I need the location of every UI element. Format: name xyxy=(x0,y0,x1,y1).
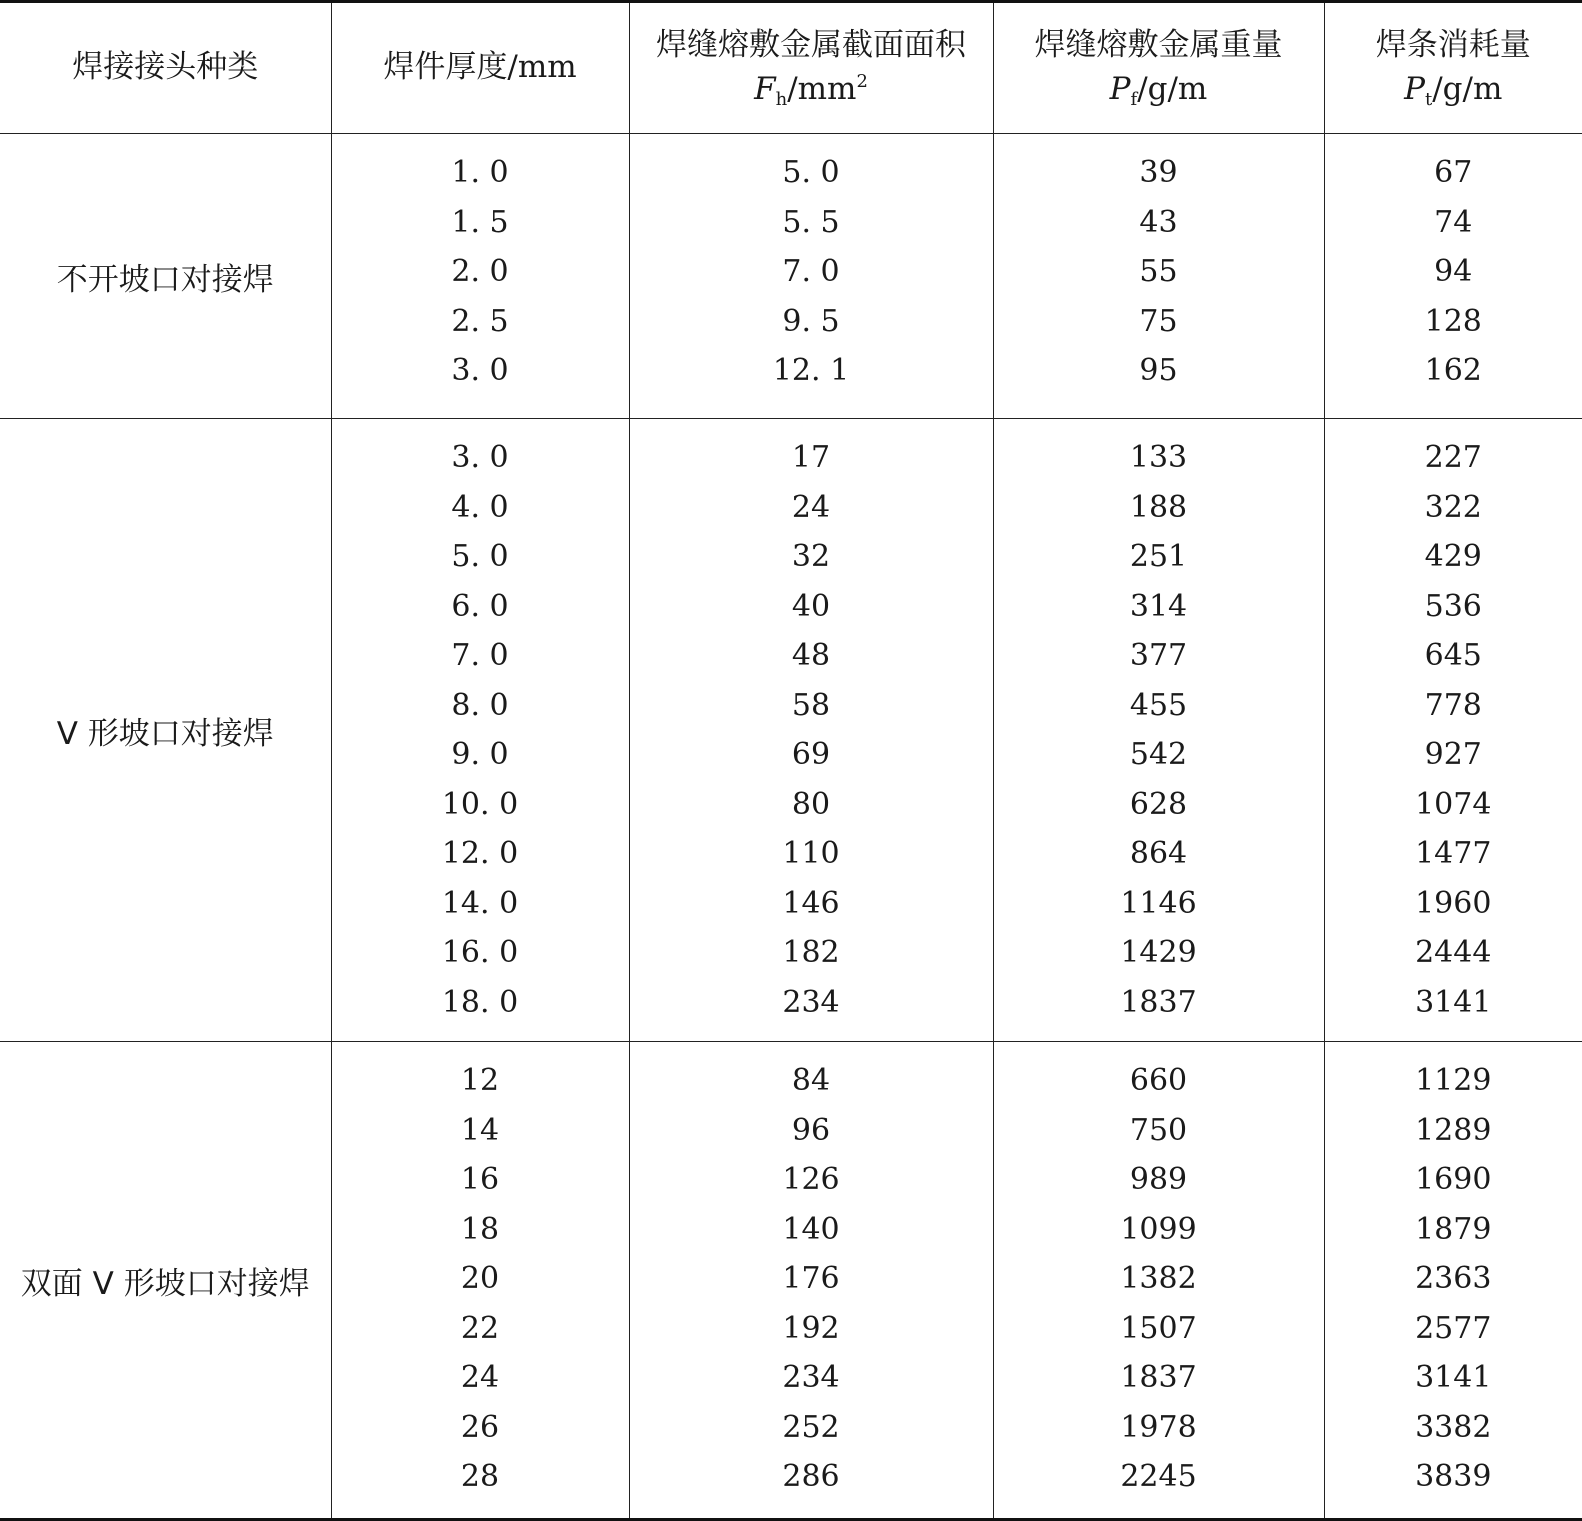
thickness-value: 12 xyxy=(332,1056,629,1106)
header-weight-symbol: P xyxy=(1110,71,1131,107)
thickness-column-cell xyxy=(331,134,629,419)
area-value: 17 xyxy=(630,433,993,483)
thickness-value: 5. 0 xyxy=(332,532,629,582)
weight-value: 43 xyxy=(994,198,1324,248)
thickness-value: 4. 0 xyxy=(332,483,629,533)
consumption-value: 3382 xyxy=(1325,1403,1582,1453)
weight-value: 989 xyxy=(994,1155,1324,1205)
weight-value: 39 xyxy=(994,148,1324,198)
weight-column-cell xyxy=(993,134,1324,419)
header-consumption-symbol: P xyxy=(1404,71,1425,107)
area-value: 5. 5 xyxy=(630,198,993,248)
thickness-value: 14 xyxy=(332,1106,629,1156)
area-value: 96 xyxy=(630,1106,993,1156)
thickness-value: 9. 0 xyxy=(332,730,629,780)
consumption-column-cell xyxy=(1324,419,1582,1042)
header-weight xyxy=(993,2,1324,134)
consumption-value: 1289 xyxy=(1325,1106,1582,1156)
thickness-value: 16 xyxy=(332,1155,629,1205)
area-column-cell xyxy=(629,134,993,419)
header-weight-unit: /g/m xyxy=(1137,71,1207,107)
weight-value: 2245 xyxy=(994,1452,1324,1502)
thickness-value: 3. 0 xyxy=(332,346,629,396)
weight-value: 95 xyxy=(994,346,1324,396)
weight-value: 864 xyxy=(994,829,1324,879)
consumption-value: 1690 xyxy=(1325,1155,1582,1205)
header-consumption-unit-line xyxy=(1325,68,1582,112)
consumption-value: 74 xyxy=(1325,198,1582,248)
thickness-value: 26 xyxy=(332,1403,629,1453)
weight-value: 628 xyxy=(994,780,1324,830)
header-weight-subscript: f xyxy=(1131,89,1138,110)
weight-value: 188 xyxy=(994,483,1324,533)
thickness-value: 12. 0 xyxy=(332,829,629,879)
consumption-value: 3141 xyxy=(1325,978,1582,1028)
table-row-group xyxy=(0,134,1582,419)
weight-value: 1382 xyxy=(994,1254,1324,1304)
weight-value: 1837 xyxy=(994,978,1324,1028)
table-body xyxy=(0,134,1582,1520)
weight-value: 1099 xyxy=(994,1205,1324,1255)
consumption-value: 429 xyxy=(1325,532,1582,582)
weight-value: 1978 xyxy=(994,1403,1324,1453)
area-value: 252 xyxy=(630,1403,993,1453)
weight-value: 377 xyxy=(994,631,1324,681)
consumption-value: 1960 xyxy=(1325,879,1582,929)
consumption-value: 1879 xyxy=(1325,1205,1582,1255)
weight-value: 1837 xyxy=(994,1353,1324,1403)
area-value: 234 xyxy=(630,1353,993,1403)
thickness-value: 14. 0 xyxy=(332,879,629,929)
area-value: 69 xyxy=(630,730,993,780)
header-consumption xyxy=(1324,2,1582,134)
consumption-column-cell xyxy=(1324,134,1582,419)
thickness-value: 1. 0 xyxy=(332,148,629,198)
consumption-value: 2363 xyxy=(1325,1254,1582,1304)
consumption-value: 645 xyxy=(1325,631,1582,681)
header-area-superscript: 2 xyxy=(856,71,867,92)
area-value: 234 xyxy=(630,978,993,1028)
area-value: 7. 0 xyxy=(630,247,993,297)
weight-value: 314 xyxy=(994,582,1324,632)
weight-value: 133 xyxy=(994,433,1324,483)
header-area-subscript: h xyxy=(776,89,788,110)
consumption-value: 1074 xyxy=(1325,780,1582,830)
weight-value: 542 xyxy=(994,730,1324,780)
consumption-value: 3141 xyxy=(1325,1353,1582,1403)
area-value: 80 xyxy=(630,780,993,830)
header-joint-type: 焊接接头种类 xyxy=(0,2,331,134)
weight-column-cell xyxy=(993,1042,1324,1520)
header-area-symbol: F xyxy=(754,71,776,107)
consumption-value: 162 xyxy=(1325,346,1582,396)
header-weight-unit-line xyxy=(994,68,1324,112)
weight-value: 75 xyxy=(994,297,1324,347)
consumption-value: 2444 xyxy=(1325,928,1582,978)
area-column-cell xyxy=(629,1042,993,1520)
area-value: 146 xyxy=(630,879,993,929)
consumption-value: 2577 xyxy=(1325,1304,1582,1354)
weight-value: 750 xyxy=(994,1106,1324,1156)
area-value: 9. 5 xyxy=(630,297,993,347)
thickness-value: 22 xyxy=(332,1304,629,1354)
joint-type-cell: V 形坡口对接焊 xyxy=(0,419,331,1042)
weight-value: 55 xyxy=(994,247,1324,297)
area-value: 140 xyxy=(630,1205,993,1255)
weight-value: 1507 xyxy=(994,1304,1324,1354)
thickness-value: 16. 0 xyxy=(332,928,629,978)
area-value: 12. 1 xyxy=(630,346,993,396)
thickness-value: 18 xyxy=(332,1205,629,1255)
weight-value: 251 xyxy=(994,532,1324,582)
header-consumption-title: 焊条消耗量 xyxy=(1325,24,1582,67)
area-value: 84 xyxy=(630,1056,993,1106)
header-area-title: 焊缝熔敷金属截面面积 xyxy=(630,24,993,67)
area-column-cell xyxy=(629,419,993,1042)
table-row-group xyxy=(0,1042,1582,1520)
thickness-value: 2. 0 xyxy=(332,247,629,297)
weight-column-cell xyxy=(993,419,1324,1042)
area-value: 286 xyxy=(630,1452,993,1502)
header-weight-title: 焊缝熔敷金属重量 xyxy=(994,24,1324,67)
thickness-value: 24 xyxy=(332,1353,629,1403)
consumption-value: 778 xyxy=(1325,681,1582,731)
consumption-value: 94 xyxy=(1325,247,1582,297)
area-value: 192 xyxy=(630,1304,993,1354)
table-header xyxy=(0,2,1582,134)
area-value: 48 xyxy=(630,631,993,681)
area-value: 58 xyxy=(630,681,993,731)
thickness-column-cell xyxy=(331,419,629,1042)
area-value: 110 xyxy=(630,829,993,879)
joint-type-cell: 不开坡口对接焊 xyxy=(0,134,331,419)
area-value: 24 xyxy=(630,483,993,533)
consumption-value: 227 xyxy=(1325,433,1582,483)
joint-type-cell: 双面 V 形坡口对接焊 xyxy=(0,1042,331,1520)
consumption-value: 67 xyxy=(1325,148,1582,198)
area-value: 182 xyxy=(630,928,993,978)
area-value: 40 xyxy=(630,582,993,632)
consumption-value: 1129 xyxy=(1325,1056,1582,1106)
thickness-value: 7. 0 xyxy=(332,631,629,681)
weight-value: 1146 xyxy=(994,879,1324,929)
thickness-value: 6. 0 xyxy=(332,582,629,632)
thickness-value: 2. 5 xyxy=(332,297,629,347)
thickness-column-cell xyxy=(331,1042,629,1520)
area-value: 5. 0 xyxy=(630,148,993,198)
area-value: 176 xyxy=(630,1254,993,1304)
thickness-value: 20 xyxy=(332,1254,629,1304)
weight-value: 455 xyxy=(994,681,1324,731)
thickness-value: 18. 0 xyxy=(332,978,629,1028)
header-area-unit-line xyxy=(630,68,993,112)
consumption-value: 3839 xyxy=(1325,1452,1582,1502)
weight-value: 1429 xyxy=(994,928,1324,978)
consumption-value: 1477 xyxy=(1325,829,1582,879)
header-consumption-subscript: t xyxy=(1425,89,1432,110)
weight-value: 660 xyxy=(994,1056,1324,1106)
thickness-value: 3. 0 xyxy=(332,433,629,483)
table-row-group xyxy=(0,419,1582,1042)
header-consumption-unit: /g/m xyxy=(1432,71,1502,107)
thickness-value: 28 xyxy=(332,1452,629,1502)
area-value: 32 xyxy=(630,532,993,582)
header-area xyxy=(629,2,993,134)
header-row xyxy=(0,2,1582,134)
header-thickness: 焊件厚度/mm xyxy=(331,2,629,134)
thickness-value: 8. 0 xyxy=(332,681,629,731)
consumption-value: 927 xyxy=(1325,730,1582,780)
thickness-value: 10. 0 xyxy=(332,780,629,830)
consumption-value: 536 xyxy=(1325,582,1582,632)
consumption-value: 128 xyxy=(1325,297,1582,347)
consumption-column-cell xyxy=(1324,1042,1582,1520)
thickness-value: 1. 5 xyxy=(332,198,629,248)
area-value: 126 xyxy=(630,1155,993,1205)
consumption-value: 322 xyxy=(1325,483,1582,533)
header-area-unit: /mm xyxy=(787,71,856,107)
